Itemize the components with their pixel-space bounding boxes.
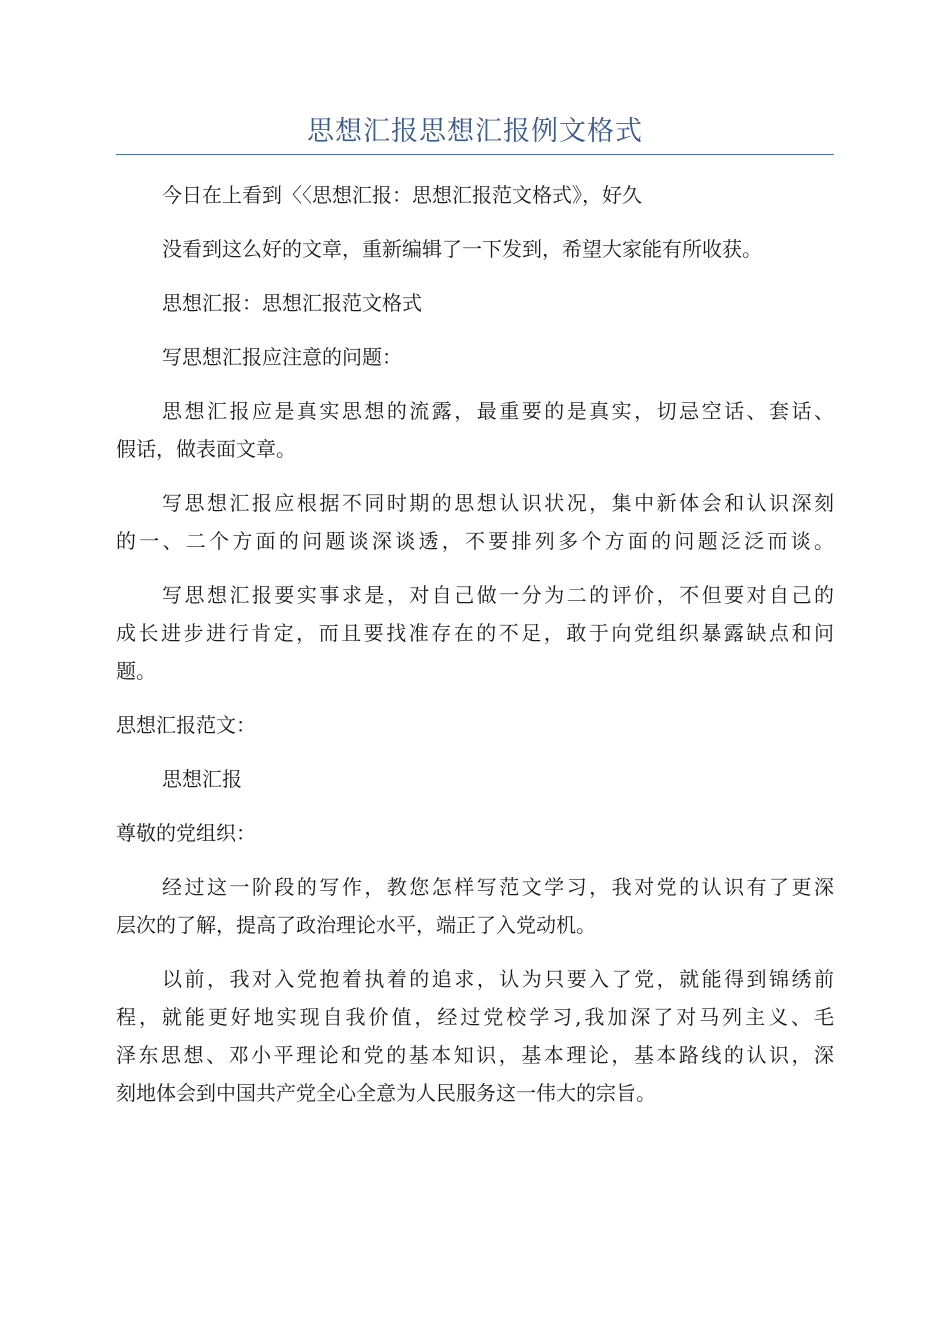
- text-line: 刻地体会到中国共产党全心全意为人民服务这一伟大的宗旨。: [116, 1081, 656, 1105]
- text-line: 层次的了解，提高了政治理论水平，端正了入党动机。: [116, 913, 596, 937]
- text-line: 思想汇报应是真实思想的流露，最重要的是真实，切忌空话、套话、: [162, 399, 834, 423]
- text-line: 以前，我对入党抱着执着的追求，认为只要入了党，就能得到锦绣前: [162, 967, 834, 991]
- text-line: 思想汇报：思想汇报范文格式: [162, 291, 422, 315]
- document-title: 思想汇报思想汇报例文格式: [307, 116, 643, 147]
- title-underline: [116, 154, 834, 155]
- text-line: 经过这一阶段的写作，教您怎样写范文学习，我对党的认识有了更深: [162, 875, 834, 899]
- text-line: 泽东思想、邓小平理论和党的基本知识，基本理论，基本路线的认识，深: [116, 1043, 834, 1067]
- text-line: 思想汇报: [162, 767, 242, 791]
- text-line: 写思想汇报应注意的问题：: [162, 345, 402, 369]
- text-line: 尊敬的党组织：: [116, 821, 256, 845]
- text-line: 成长进步进行肯定，而且要找准存在的不足，敢于向党组织暴露缺点和问: [116, 621, 834, 645]
- text-line: 的一、二个方面的问题谈深谈透，不要排列多个方面的问题泛泛而谈。: [116, 529, 834, 553]
- text-line: 题。: [116, 659, 156, 683]
- text-line: 写思想汇报应根据不同时期的思想认识状况，集中新体会和认识深刻: [162, 491, 834, 515]
- text-line: 程，就能更好地实现自我价值，经过党校学习,我加深了对马列主义、毛: [116, 1005, 834, 1029]
- text-line: 今日在上看到〈〈思想汇报：思想汇报范文格式》，好久: [162, 183, 642, 207]
- text-line: 写思想汇报要实事求是，对自己做一分为二的评价，不但要对自己的: [162, 583, 834, 607]
- text-line: 思想汇报范文：: [116, 713, 256, 737]
- text-line: 没看到这么好的文章，重新编辑了一下发到，希望大家能有所收获。: [162, 237, 762, 261]
- text-line: 假话，做表面文章。: [116, 437, 296, 461]
